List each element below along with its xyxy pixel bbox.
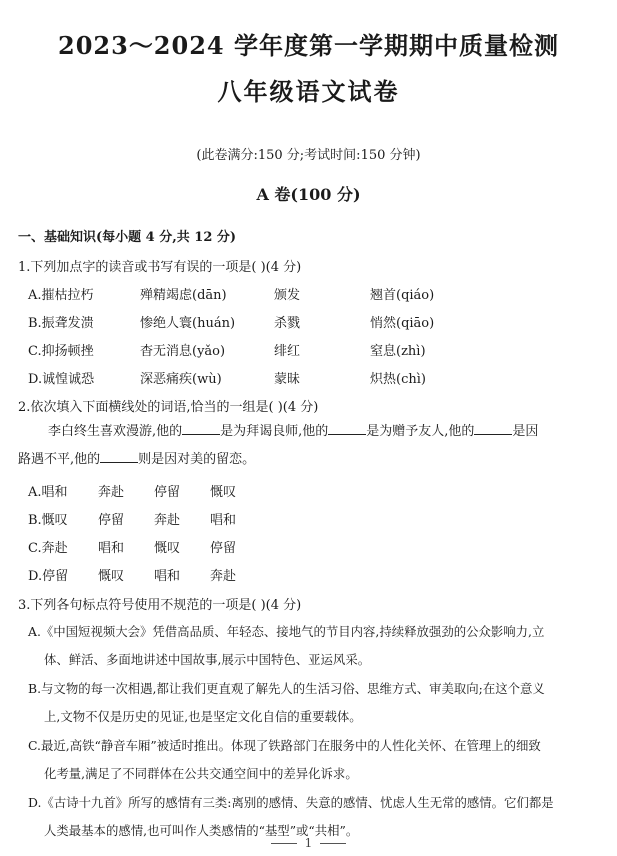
- option-text: 慨叹: [98, 569, 125, 584]
- q2-option-a: [28, 481, 428, 499]
- page-number: 1: [304, 836, 313, 850]
- footer-dash: [320, 843, 346, 844]
- q3-option-a-line-1: A.《中国短视频大会》凭借高品质、年轻态、接地气的节目内容,持续释放强劲的公众影响力,立: [28, 624, 545, 639]
- question-1-stem: 1.下列加点字的读音或书写有误的一项是( )(4 分): [18, 260, 302, 275]
- option-text: D.停留: [28, 569, 69, 584]
- page-footer: [0, 836, 617, 850]
- fill-blank: [100, 450, 138, 463]
- option-text: 停留: [98, 513, 125, 528]
- option-text: 唱和: [154, 569, 181, 584]
- q1-option-a: [28, 284, 608, 302]
- option-text: 炽热(chì): [370, 372, 426, 387]
- passage-text: 路遇不平,他的: [18, 452, 101, 467]
- option-text: C.奔赴: [28, 541, 68, 556]
- q2-option-d: [28, 565, 428, 583]
- option-text: 停留: [210, 541, 237, 556]
- option-text: 慨叹: [154, 541, 181, 556]
- q2-option-c: [28, 537, 428, 555]
- option-text: 杳无消息(yǎo): [140, 344, 226, 359]
- q3-option-a-line-2: 体、鲜活、多面地讲述中国故事,展示中国特色、亚运风采。: [44, 652, 371, 667]
- option-text: C.抑扬顿挫: [28, 344, 94, 359]
- q3-option-c-line-2: 化考量,满足了不同群体在公共交通空间中的差异化诉求。: [44, 766, 358, 781]
- exam-title: 2023～2024 学年度第一学期期中质量检测: [58, 31, 559, 60]
- option-text: 悄然(qiāo): [370, 316, 435, 331]
- footer-dash: [271, 843, 297, 844]
- question-2-stem: 2.依次填入下面横线处的词语,恰当的一组是( )(4 分): [18, 400, 319, 415]
- q3-option-b-line-2: 上,文物不仅是历史的见证,也是坚定文化自信的重要载体。: [44, 709, 362, 724]
- question-3-stem: 3.下列各句标点符号使用不规范的一项是( )(4 分): [18, 598, 302, 613]
- option-text: 蒙昧: [274, 372, 301, 387]
- fill-blank: [474, 422, 512, 435]
- volume-heading: A 卷(100 分): [256, 185, 361, 204]
- option-text: 唱和: [98, 541, 125, 556]
- passage-text: 李白终生喜欢漫游,他的: [48, 424, 183, 439]
- option-text: A.唱和: [28, 485, 68, 500]
- option-text: B.慨叹: [28, 513, 68, 528]
- option-text: 奔赴: [98, 485, 125, 500]
- q3-option-d-line-2: 人类最基本的感情,也可叫作人类感情的“基型”或“共相”。: [44, 823, 359, 838]
- option-text: 翘首(qiáo): [370, 288, 435, 303]
- option-text: B.振聋发溃: [28, 316, 94, 331]
- option-text: 奔赴: [154, 513, 181, 528]
- option-text: 慨叹: [210, 485, 237, 500]
- option-text: 颁发: [274, 288, 301, 303]
- q2-option-b: [28, 509, 428, 527]
- option-text: 停留: [154, 485, 181, 500]
- option-text: 深恶痛疾(wù): [140, 372, 222, 387]
- option-text: 杀戮: [274, 316, 301, 331]
- option-text: 绯红: [274, 344, 301, 359]
- option-text: 唱和: [210, 513, 237, 528]
- passage-text: 则是因对美的留恋。: [138, 452, 256, 467]
- option-text: 惨绝人寰(huán): [140, 316, 236, 331]
- q2-passage-line-2: [18, 446, 255, 474]
- fill-blank: [328, 422, 366, 435]
- passage-text: 是为拜谒良师,他的: [220, 424, 329, 439]
- q3-option-d-line-1: D.《古诗十九首》所写的感情有三类:离别的感情、失意的感情、忧虑人生无常的感情。它们都是: [28, 795, 554, 810]
- option-text: D.诚惶诚恐: [28, 372, 95, 387]
- exam-info: (此卷满分:150 分;考试时间:150 分钟): [196, 148, 421, 163]
- option-text: 殚精竭虑(dān): [140, 288, 227, 303]
- passage-text: 是为赠予友人,他的: [366, 424, 475, 439]
- section-heading: 一、基础知识(每小题 4 分,共 12 分): [18, 230, 237, 245]
- option-text: 奔赴: [210, 569, 237, 584]
- q3-option-b-line-1: B.与文物的每一次相遇,都让我们更直观了解先人的生活习俗、思维方式、审美取向;在这个意义: [28, 681, 545, 696]
- passage-text: 是因: [512, 424, 539, 439]
- q1-option-b: [28, 312, 608, 330]
- q2-passage-line-1: [48, 418, 538, 446]
- q3-option-c-line-1: C.最近,高铁“静音车厢”被适时推出。体现了铁路部门在服务中的人性化关怀、在管理上的细致: [28, 738, 541, 753]
- option-text: 窒息(zhì): [370, 344, 426, 359]
- exam-subtitle: 八年级语文试卷: [217, 77, 400, 106]
- option-text: A.摧枯拉朽: [28, 288, 94, 303]
- q1-option-d: [28, 368, 608, 386]
- fill-blank: [182, 422, 220, 435]
- q1-option-c: [28, 340, 608, 358]
